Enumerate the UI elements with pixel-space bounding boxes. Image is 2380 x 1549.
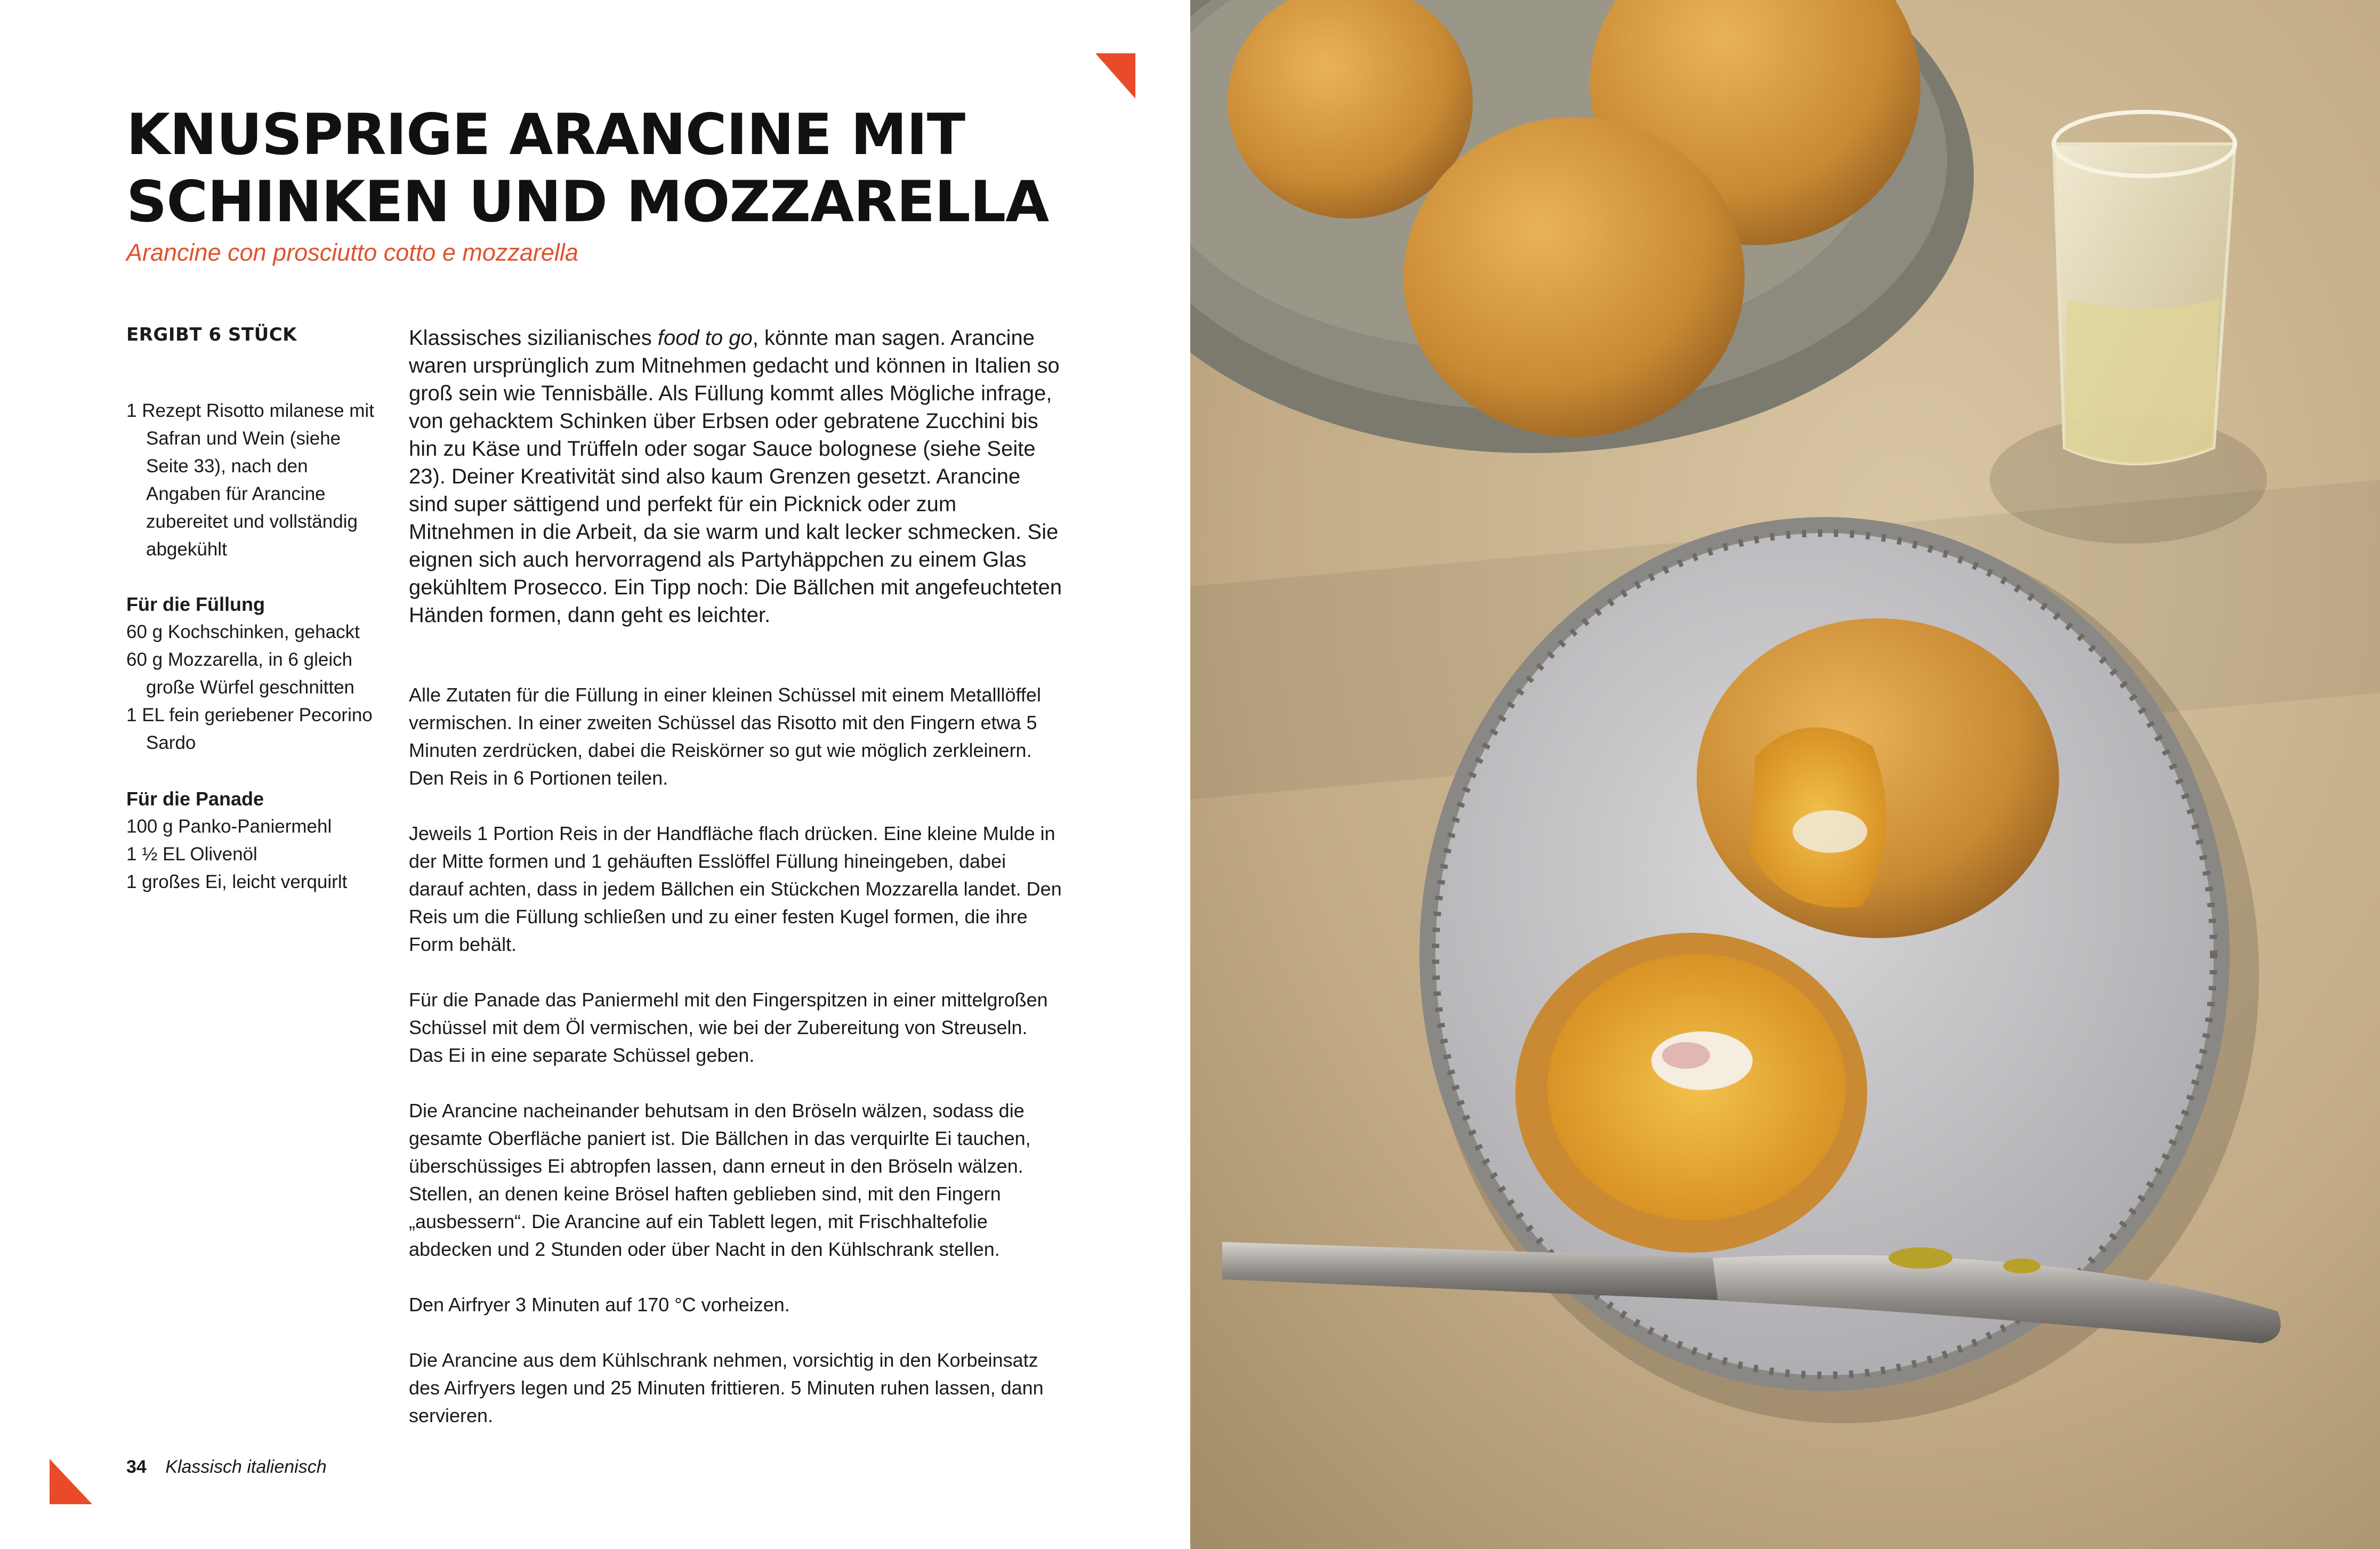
coating-heading: Für die Panade <box>126 788 264 810</box>
corner-triangle-bottom <box>50 1459 92 1504</box>
ingredient-item: 60 g Kochschinken, gehackt <box>126 622 360 642</box>
ingredient-item: 1 Rezept Risotto milanese mit Safran und Wein (siehe Seite 33), nach den Angaben für Arancine zubereitet und vollständig abgekühlt <box>126 400 374 560</box>
method-step: Für die Panade das Paniermehl mit den Fingerspitzen in einer mittelgroßen Schüssel mit dem Öl vermischen, wie bei der Zubereitung von Streuseln. Das Ei in eine separate Schüssel geben. <box>409 989 1048 1066</box>
method-step: Die Arancine aus dem Kühlschrank nehmen, vorsichtig in den Korbeinsatz des Airfryers legen und 25 Minuten frittieren. 5 Minuten ruhen lassen, dann servieren. <box>409 1349 1044 1426</box>
food-photo <box>1190 0 2380 1549</box>
intro-emphasis: food to go <box>657 326 753 350</box>
intro-text: Klassisches sizilianisches <box>409 326 658 350</box>
intro-paragraph <box>409 324 1064 629</box>
section-name: Klassisch italienisch <box>165 1457 327 1477</box>
intro-text: , könnte man sagen. Arancine waren ursprünglich zum Mitnehmen gedacht und können in Italien so groß sein wie Tennisbälle. Als Füllung kommt alles Mögliche infrage, von gehacktem Schinken über Erbsen oder gebratene Zucchini bis hin zu Käse und Trüffeln oder sogar Sauce bolognese (siehe Seite 23). Deiner Kreativität sind also kaum Grenzen gesetzt. Arancine sind super sättigend und perfekt für ein Picknick oder zum Mitnehmen in die Arbeit, da sie warm und kalt lecker schmecken. Sie eignen sich auch hervorragend als Partyhäppchen zu einem Glas gekühltem Prosecco. Ein Tipp noch: Die Bällchen mit angefeuchteten Händen formen, dann geht es leichter. <box>409 326 1062 627</box>
ingredients-coating <box>126 785 377 896</box>
yield-label: ERGIBT 6 STÜCK <box>126 324 297 345</box>
page-footer <box>126 1457 327 1478</box>
method-step: Jeweils 1 Portion Reis in der Handfläche flach drücken. Eine kleine Mulde in der Mitte formen und 1 gehäuften Esslöffel Füllung hineingeben, dabei darauf achten, dass in jedem Bällchen ein Stückchen Mozzarella landet. Den Reis um die Füllung schließen und zu einer festen Kugel formen, die ihre Form behält. <box>409 822 1062 955</box>
ingredient-item: 100 g Panko-Paniermehl <box>126 816 332 837</box>
ingredient-item: 60 g Mozzarella, in 6 gleich große Würfel geschnitten <box>126 649 355 698</box>
arancine-photo-illustration <box>1190 0 2380 1549</box>
ingredient-item: 1 ½ EL Olivenöl <box>126 844 257 865</box>
ingredient-item: 1 großes Ei, leicht verquirlt <box>126 872 348 892</box>
corner-triangle-top <box>1095 53 1135 99</box>
recipe-title: KNUSPRIGE ARANCINE MIT SCHINKEN UND MOZZARELLA <box>126 102 1049 235</box>
page-number: 34 <box>126 1457 147 1477</box>
method-steps <box>409 681 1064 1457</box>
ingredient-item: 1 EL fein geriebener Pecorino Sardo <box>126 705 373 753</box>
ingredients-filling <box>126 591 377 757</box>
filling-heading: Für die Füllung <box>126 593 265 615</box>
recipe-subtitle: Arancine con prosciutto cotto e mozzarella <box>126 239 578 266</box>
ingredients-base <box>126 397 377 563</box>
method-step: Die Arancine nacheinander behutsam in den Bröseln wälzen, sodass die gesamte Oberfläche paniert ist. Die Bällchen in das verquirlte Ei tauchen, überschüssiges Ei abtropfen lassen, dann erneut in den Bröseln wälzen. Stellen, an denen keine Brösel haften geblieben sind, mit den Fingern „ausbessern“. Die Arancine auf ein Tablett legen, mit Frischhaltefolie abdecken und 2 Stunden oder über Nacht in den Kühlschrank stellen. <box>409 1100 1031 1260</box>
method-step: Den Airfryer 3 Minuten auf 170 °C vorheizen. <box>409 1294 790 1316</box>
method-step: Alle Zutaten für die Füllung in einer kleinen Schüssel mit einem Metalllöffel vermischen. In einer zweiten Schüssel das Risotto mit den Fingern etwa 5 Minuten zerdrücken, dabei die Reiskörner so gut wie möglich zerkleinern. Den Reis in 6 Portionen teilen. <box>409 684 1041 789</box>
